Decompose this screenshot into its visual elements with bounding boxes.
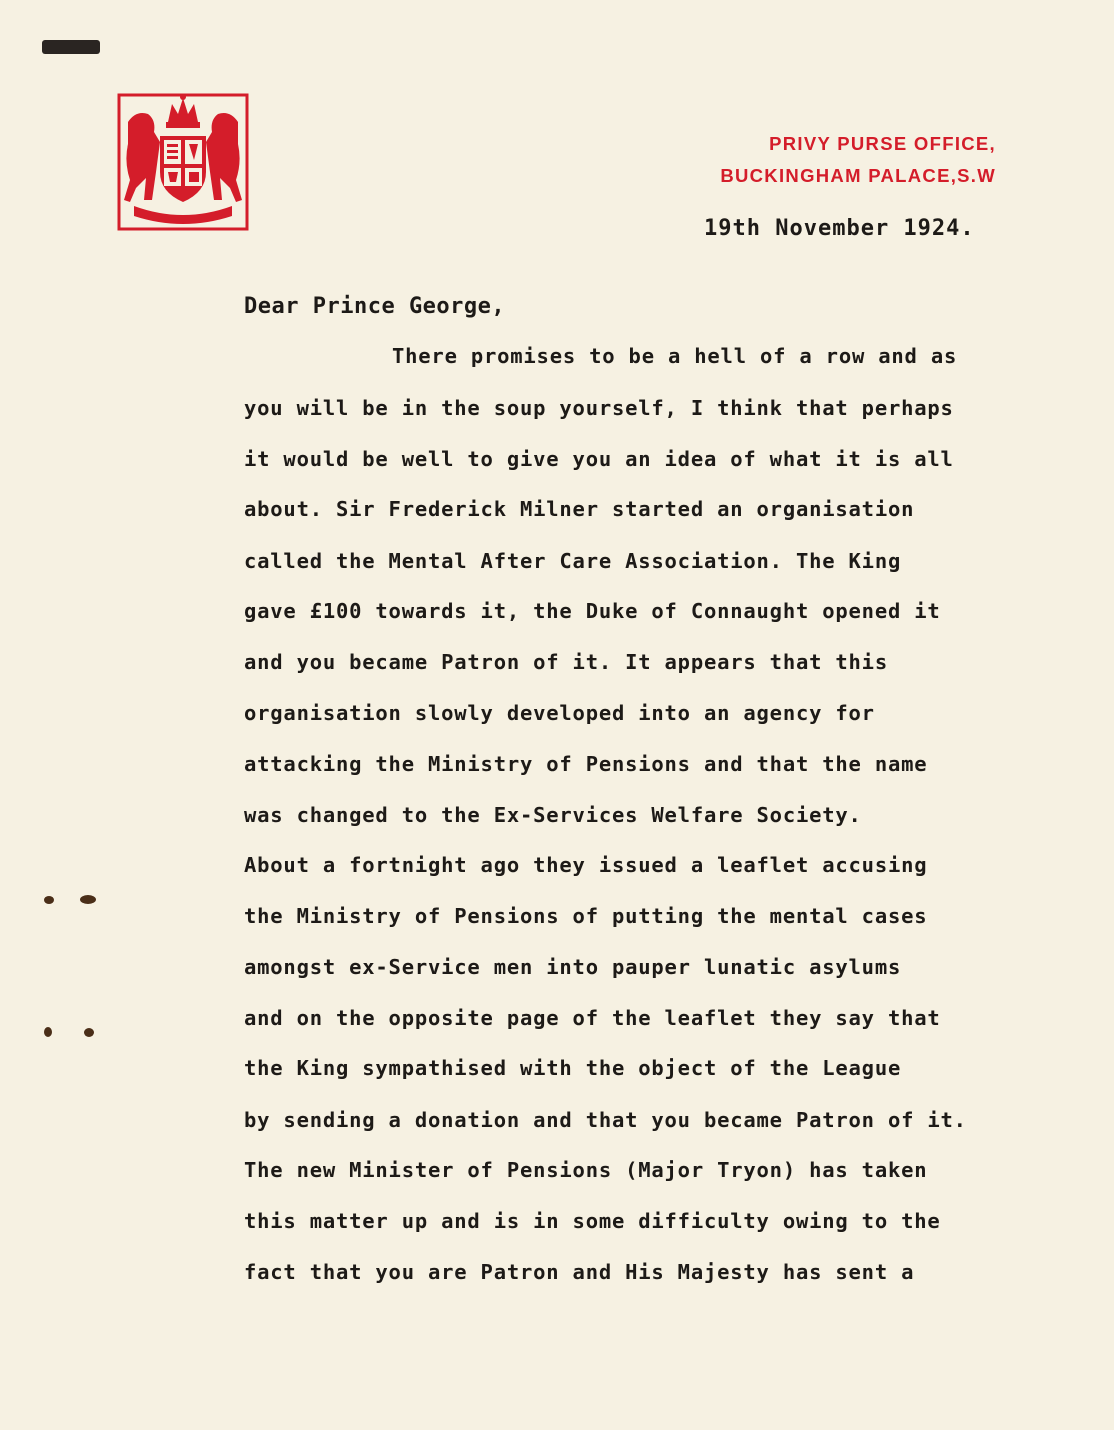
letterhead <box>720 128 996 192</box>
body-line: you will be in the soup yourself, I think that perhaps <box>244 396 954 420</box>
body-line: and on the opposite page of the leaflet they say that <box>244 1006 941 1030</box>
body-line: and you became Patron of it. It appears that this <box>244 650 888 674</box>
rust-spot <box>44 1027 52 1037</box>
body-line: was changed to the Ex-Services Welfare Society. <box>244 803 862 827</box>
letterhead-address: BUCKINGHAM PALACE,S.W <box>720 165 996 186</box>
body-line: the King sympathised with the object of the League <box>244 1056 902 1080</box>
body-line: organisation slowly developed into an agency for <box>244 701 875 725</box>
letter-date: 19th November 1924. <box>704 216 975 241</box>
body-line: The new Minister of Pensions (Major Tryon) has taken <box>244 1158 928 1182</box>
body-line: fact that you are Patron and His Majesty has sent a <box>244 1260 915 1284</box>
body-line: by sending a donation and that you became Patron of it. <box>244 1108 967 1132</box>
body-line: About a fortnight ago they issued a leaflet accusing <box>244 853 928 877</box>
letterhead-office: PRIVY PURSE OFFICE, <box>769 133 996 154</box>
royal-coat-of-arms-icon <box>116 92 250 232</box>
body-line: called the Mental After Care Association. The King <box>244 549 902 573</box>
rust-spot <box>80 895 96 904</box>
rust-spot <box>84 1028 94 1037</box>
rust-spot <box>44 896 54 904</box>
body-line: gave £100 towards it, the Duke of Connaught opened it <box>244 599 941 623</box>
body-line: about. Sir Frederick Milner started an organisation <box>244 497 915 521</box>
salutation: Dear Prince George, <box>244 294 506 319</box>
body-line: it would be well to give you an idea of what it is all <box>244 447 954 471</box>
body-line: There promises to be a hell of a row and as <box>392 344 958 368</box>
body-line: attacking the Ministry of Pensions and that the name <box>244 752 928 776</box>
body-line: amongst ex-Service men into pauper lunatic asylums <box>244 955 902 979</box>
body-line: the Ministry of Pensions of putting the mental cases <box>244 904 928 928</box>
paper-clip-mark <box>42 40 100 54</box>
body-line: this matter up and is in some difficulty owing to the <box>244 1209 941 1233</box>
